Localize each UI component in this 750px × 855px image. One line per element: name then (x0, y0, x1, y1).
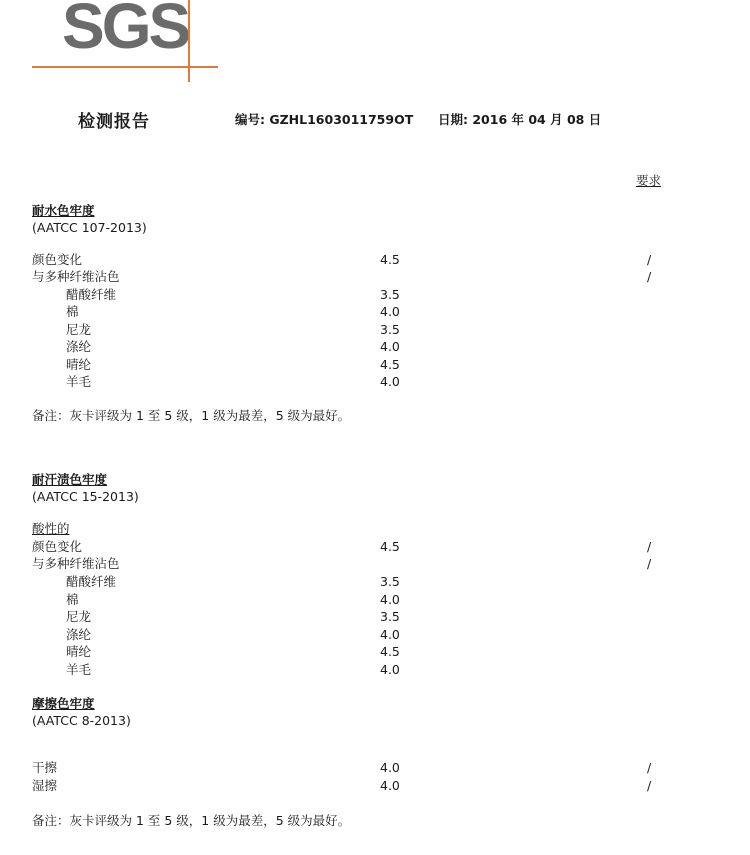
perspiration-fiber-label: 棉 (66, 592, 79, 607)
water-fiber-value: 4.0 (380, 339, 400, 354)
perspiration-color-change-label: 颜色变化 (32, 539, 83, 554)
water-fiber-label: 棉 (66, 304, 79, 319)
perspiration-fiber-value: 3.5 (380, 574, 400, 589)
water-fiber-value: 3.5 (380, 287, 400, 302)
perspiration-staining-label: 与多种纤维沾色 (32, 556, 120, 571)
water-fiber-label: 尼龙 (66, 322, 92, 337)
water-fiber-label: 醋酸纤维 (66, 287, 117, 302)
report-date: 日期: 2016 年 04 月 08 日 (438, 112, 602, 127)
water-fiber-value: 4.0 (380, 374, 400, 389)
crocking-wet-label: 湿擦 (32, 778, 58, 793)
perspiration-fiber-value: 4.0 (380, 627, 400, 642)
perspiration-fiber-label: 尼龙 (66, 609, 92, 624)
crocking-section-title: 摩擦色牢度 (32, 696, 95, 711)
crocking-standard: (AATCC 8-2013) (32, 713, 131, 728)
perspiration-section-title: 耐汗渍色牢度 (32, 472, 108, 487)
report-title: 检测报告 (78, 112, 150, 132)
perspiration-fiber-label: 涤纶 (66, 627, 92, 642)
crocking-wet-value: 4.0 (380, 778, 400, 793)
water-fiber-value: 4.0 (380, 304, 400, 319)
perspiration-staining-req: / (647, 556, 652, 571)
water-fiber-label: 涤纶 (66, 339, 92, 354)
perspiration-fiber-label: 醋酸纤维 (66, 574, 117, 589)
sgs-logo (32, 0, 218, 82)
water-fiber-value: 3.5 (380, 322, 400, 337)
logo-vertical-rule (188, 0, 190, 82)
water-staining-req: / (647, 269, 652, 284)
perspiration-fiber-label: 羊毛 (66, 662, 92, 677)
water-section-title: 耐水色牢度 (32, 203, 95, 218)
perspiration-standard: (AATCC 15-2013) (32, 489, 139, 504)
water-color-change-value: 4.5 (380, 252, 400, 267)
water-staining-label: 与多种纤维沾色 (32, 269, 120, 284)
perspiration-fiber-label: 晴纶 (66, 644, 92, 659)
sgs-logo-text: SGS (62, 0, 189, 62)
perspiration-fiber-value: 4.5 (380, 644, 400, 659)
perspiration-fiber-value: 4.0 (380, 592, 400, 607)
crocking-dry-label: 干擦 (32, 760, 58, 775)
perspiration-color-change-value: 4.5 (380, 539, 400, 554)
water-standard: (AATCC 107-2013) (32, 220, 147, 235)
perspiration-fiber-value: 4.0 (380, 662, 400, 677)
water-note: 备注：灰卡评级为 1 至 5 级，1 级为最差，5 级为最好。 (32, 408, 351, 423)
water-color-change-label: 颜色变化 (32, 252, 83, 267)
water-color-change-req: / (647, 252, 652, 267)
crocking-wet-req: / (647, 778, 652, 793)
perspiration-fiber-value: 3.5 (380, 609, 400, 624)
crocking-dry-req: / (647, 760, 652, 775)
perspiration-acidic-subtitle: 酸性的 (32, 521, 70, 536)
requirement-column-header: 要求 (636, 173, 662, 188)
crocking-dry-value: 4.0 (380, 760, 400, 775)
water-fiber-label: 晴纶 (66, 357, 92, 372)
perspiration-color-change-req: / (647, 539, 652, 554)
logo-horizontal-rule (32, 66, 218, 68)
water-fiber-label: 羊毛 (66, 374, 92, 389)
water-fiber-value: 4.5 (380, 357, 400, 372)
report-number: 编号: GZHL1603011759OT (235, 112, 414, 127)
crocking-note: 备注：灰卡评级为 1 至 5 级，1 级为最差，5 级为最好。 (32, 813, 351, 828)
